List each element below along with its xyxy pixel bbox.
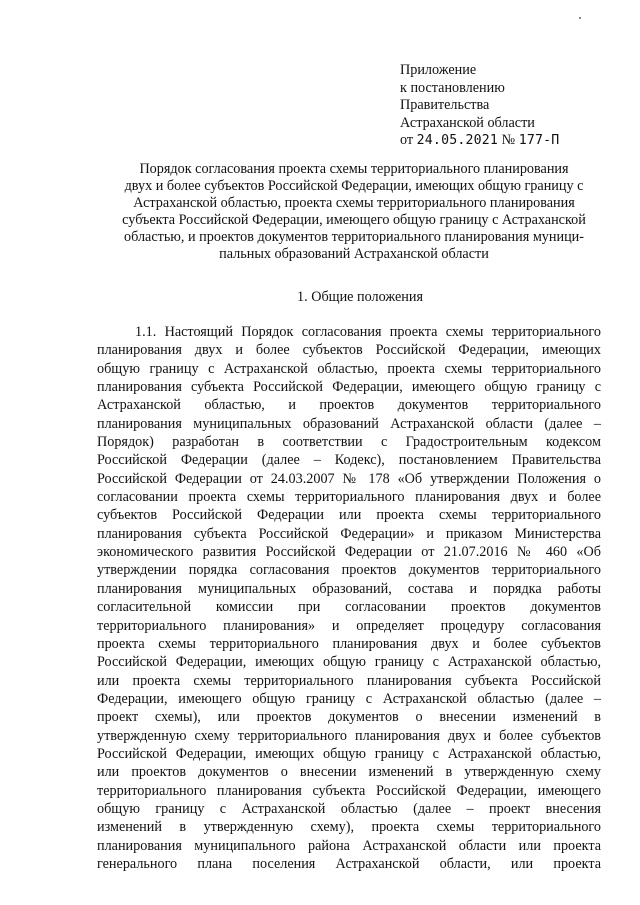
body-line: планирования муниципальных образований Астраханской области (далее – xyxy=(97,415,601,432)
title-line: Порядок согласования проекта схемы территориального планирования xyxy=(139,161,569,177)
section-heading-text: 1. Общие положения xyxy=(297,289,423,305)
body-line: Российской Федерации, имеющих общую границу с Астраханской областью, xyxy=(97,654,601,671)
body-line: планирования муниципальных образований, состава и порядка работы xyxy=(97,580,601,597)
date-prefix: от xyxy=(400,132,414,148)
document-title xyxy=(104,161,604,262)
body-line: проект схемы), или проектов документов о внесении изменений в xyxy=(97,709,601,726)
attachment-line: к постановлению xyxy=(400,79,505,96)
attachment-block xyxy=(400,62,559,150)
body-line: Астраханской областью, и проектов документов территориального xyxy=(97,397,601,414)
body-line: утверждении порядка согласования проектов документов территориального xyxy=(97,562,601,579)
body-line: согласовании проекта схемы территориального планирования двух и более xyxy=(97,489,601,506)
body-line: или проектов документов о внесении изменений в утвержденную схему xyxy=(97,764,601,781)
body-line: Российской Федерации (далее – Кодекс), постановлением Правительства xyxy=(97,452,601,469)
body-paragraph xyxy=(97,323,601,873)
attachment-date-line xyxy=(400,132,559,150)
body-line: экономического развития Российской Федерации от 21.07.2016 № 460 «Об xyxy=(97,544,601,561)
body-line: проекта схемы территориального планирования двух и более субъектов xyxy=(97,635,601,652)
body-line: общую границу с Астраханской областью, проекта схемы территориального xyxy=(97,360,601,377)
title-line: субъекта Российской Федерации, имеющего общую границу с Астраханской xyxy=(122,211,586,228)
number-sign: № xyxy=(501,132,516,148)
body-line: генерального плана поселения Астраханской области, или проекта xyxy=(97,855,601,872)
body-line: территориального планирования» и определяет процедуру согласования xyxy=(97,617,601,634)
body-line: изменений в утвержденную схему), проекта схемы территориального xyxy=(97,819,601,836)
attachment-line: Правительства xyxy=(400,97,490,113)
body-line: или проекта схемы территориального планирования субъекта Российской xyxy=(97,672,601,689)
handwritten-date: 24.05.2021 xyxy=(416,133,499,148)
title-line: двух и более субъектов Российской Федерации, имеющих общую границу с xyxy=(124,177,584,194)
body-line: общую границу с Астраханской областью (далее – проект внесения xyxy=(97,800,601,817)
body-line: согласительной комиссии при согласовании проектов документов xyxy=(97,599,601,616)
title-line: областью, и проектов документов территориального планирования муници- xyxy=(124,228,584,245)
title-line: Астраханской областью, проекта схемы территориального планирования xyxy=(133,194,575,211)
section-heading xyxy=(0,289,640,306)
body-line: субъектов Российской Федерации или проекта схемы территориального xyxy=(97,507,601,524)
body-line: Федерации, имеющего общую границу с Астраханской областью (далее – xyxy=(97,690,601,707)
body-line: утвержденную схему территориального планирования двух и более субъектов xyxy=(97,727,601,744)
body-line: территориального планирования субъекта Российской Федерации, имеющего xyxy=(97,782,601,799)
body-line: Российской Федерации, имеющих общую границу с Астраханской областью, xyxy=(97,745,601,762)
attachment-line: Приложение xyxy=(400,62,477,78)
handwritten-number: 177-П xyxy=(518,133,560,148)
body-line: планирования субъекта Российской Федерации, имеющего общую границу с xyxy=(97,379,601,396)
body-line: планирования субъекта Российской Федерации» и приказом Министерства xyxy=(97,525,601,542)
title-line: пальных образований Астраханской области xyxy=(219,245,489,262)
body-line: Российской Федерации от 24.03.2007 № 178 «Об утверждении Положения о xyxy=(97,470,601,487)
body-line: 1.1. Настоящий Порядок согласования проекта схемы территориального xyxy=(135,324,601,340)
body-line: планирования двух и более субъектов Российской Федерации, имеющих xyxy=(97,342,601,359)
body-line: Порядок) разработан в соответствии с Градостроительным кодексом xyxy=(97,434,601,451)
scan-speck xyxy=(579,17,581,19)
attachment-line: Астраханской области xyxy=(400,114,535,131)
body-line: планирования муниципального района Астраханской области или проекта xyxy=(97,837,601,854)
